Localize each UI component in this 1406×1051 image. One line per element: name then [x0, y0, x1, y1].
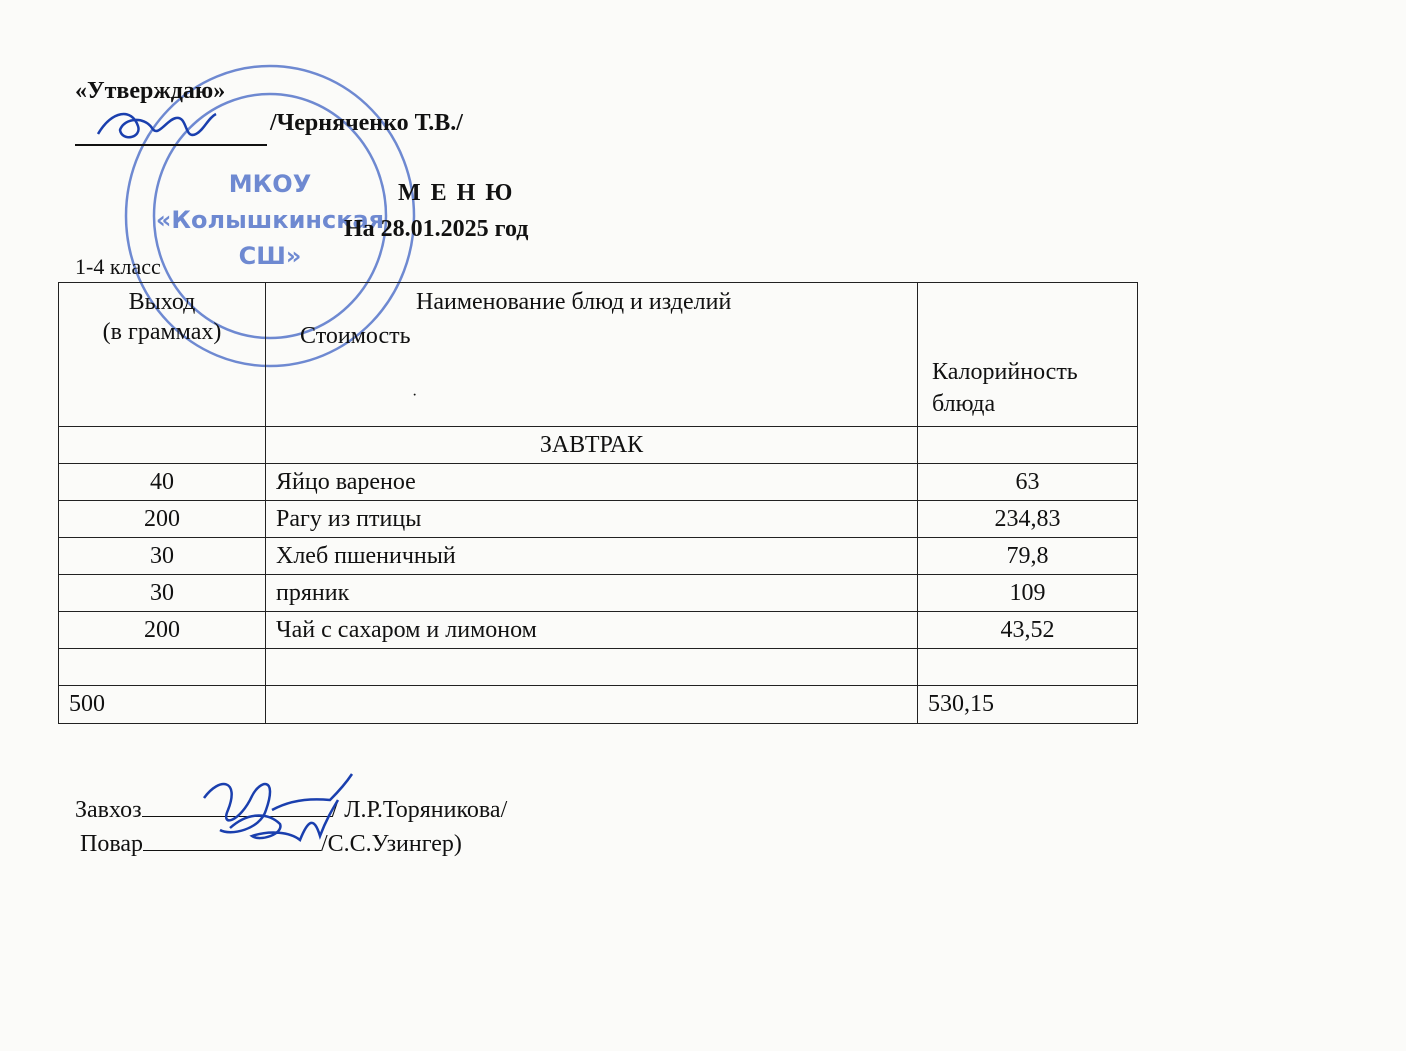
header-calories — [918, 283, 1138, 427]
row-weight: 30 — [59, 575, 266, 612]
cook-label: Повар — [80, 831, 143, 857]
table-row — [59, 612, 1138, 649]
total-calories: 530,15 — [918, 686, 1138, 724]
row-calories: 63 — [918, 464, 1138, 501]
cook-name: /С.С.Узингер) — [321, 831, 462, 857]
row-weight: 40 — [59, 464, 266, 501]
document-title: М Е Н Ю — [398, 180, 515, 206]
row-calories: 79,8 — [918, 538, 1138, 575]
row-weight: 30 — [59, 538, 266, 575]
header-dish — [266, 283, 918, 427]
menu-table — [58, 282, 1138, 724]
row-dish — [266, 649, 918, 686]
row-calories: 234,83 — [918, 501, 1138, 538]
row-dish: Чай с сахаром и лимоном — [266, 612, 918, 649]
table-row — [59, 575, 1138, 612]
table-row-empty — [59, 649, 1138, 686]
row-calories: 43,52 — [918, 612, 1138, 649]
table-row — [59, 501, 1138, 538]
header-weight-line2: (в граммах) — [102, 319, 222, 345]
storekeeper-name: / Л.Р.Торяникова/ — [331, 797, 508, 823]
section-empty-cell — [59, 427, 266, 464]
row-dish: пряник — [266, 575, 918, 612]
stamp-line-2: «Колышкинская — [155, 206, 385, 234]
row-weight — [59, 649, 266, 686]
table-row — [59, 464, 1138, 501]
header-weight — [59, 283, 266, 427]
header-calories-line1: Калорийность — [932, 359, 1078, 385]
header-weight-line1: Выход — [128, 289, 196, 315]
total-dish — [266, 686, 918, 724]
section-row — [59, 427, 1138, 464]
approval-label: «Утверждаю» — [75, 78, 226, 104]
approver-name: /Черняченко Т.В./ — [270, 110, 463, 136]
header-calories-line2: блюда — [932, 391, 996, 417]
row-dish: Рагу из птицы — [266, 501, 918, 538]
handwritten-signatures — [190, 770, 360, 860]
header-dish-line2: Стоимость — [300, 323, 411, 349]
header-dish-line1: Наименование блюд и изделий — [416, 289, 732, 315]
row-weight: 200 — [59, 612, 266, 649]
row-calories — [918, 649, 1138, 686]
row-weight: 200 — [59, 501, 266, 538]
stamp-line-3: СШ» — [238, 242, 302, 270]
section-title: ЗАВТРАК — [266, 427, 918, 464]
header-dot-mark: · — [412, 387, 418, 404]
storekeeper-label: Завхоз — [75, 797, 142, 823]
table-header-row — [59, 283, 1138, 427]
row-calories: 109 — [918, 575, 1138, 612]
document-date: На 28.01.2025 год — [344, 216, 529, 242]
total-weight: 500 — [59, 686, 266, 724]
table-row — [59, 538, 1138, 575]
row-dish: Хлеб пшеничный — [266, 538, 918, 575]
stamp-line-1: МКОУ — [228, 170, 312, 198]
total-row — [59, 686, 1138, 724]
grade-label: 1-4 класс — [75, 254, 161, 279]
director-signature — [92, 104, 222, 148]
section-empty-cell — [918, 427, 1138, 464]
row-dish: Яйцо вареное — [266, 464, 918, 501]
